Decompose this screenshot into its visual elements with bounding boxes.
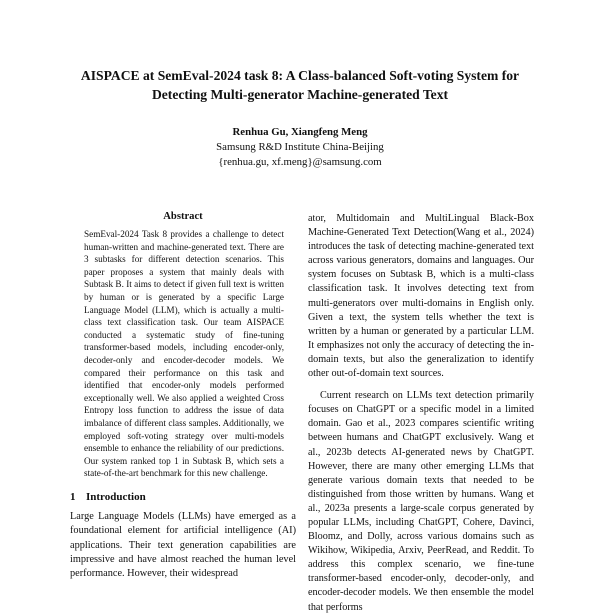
right-column (308, 212, 534, 615)
author-affiliation: Samsung R&D Institute China-Beijing (216, 141, 384, 153)
author-names: Renhua Gu, Xiangfeng Meng (232, 126, 368, 138)
body-paragraph-2: Current research on LLMs text detection primarily focuses on ChatGPT or a specific model in a limited domain. Gao et al., 2023 compares scientific writing between humans and ChatGPT exclusively. Wang et al., 2023b detects AI-generated news by ChatGPT. However, there are many other emerging LLMs that generate various domain texts that needed to be distinguished from those written by humans. Wang et al., 2023a presents a large-scale corpus generated by popular LLMs, including ChatGPT, Cohere, Davinci, Bloomz, and Dolly, across various domains such as Wikihow, Wikipedia, Arxiv, PeerRead, and Reddit. To address this complex scenario, we fine-tune transformer-based encoder-only, decoder-only, and encoder-decoder models. We then ensemble the model that performs (308, 390, 534, 613)
left-column (70, 210, 296, 582)
section-title: Introduction (86, 490, 146, 503)
paper-title-line-1: AISPACE at SemEval-2024 task 8: A Class-balanced Soft-voting System for (80, 68, 520, 83)
body-paragraph-1: ator, Multidomain and MultiLingual Black-Box Machine-Generated Text Detection(Wang et al., 2024) introduces the task of detecting machine-generated text across various generators, domains and languages. Our system focuses on Subtask B, which is a multi-class classification task. It involves detecting text from multi-generators over multi-domains in English only. Given a text, the system tells whether the text is written by a human or generated by a particular LLM. It emphasizes not only the accuracy of detecting the in-domain texts, but also the generalization to identify other out-of-domain text sources. (308, 213, 534, 380)
author-block (100, 125, 500, 170)
abstract-heading: Abstract (163, 211, 203, 222)
author-emails: {renhua.gu, xf.meng}@samsung.com (218, 156, 382, 168)
paper-title-line-2: Detecting Multi-generator Machine-generated Text (151, 87, 449, 102)
introduction-paragraph: Large Language Models (LLMs) have emerged as a foundational element for artificial intelligence (AI) applications. Their text generation capabilities are impressive and have almost reached the human level performance. However, their widespread (70, 511, 296, 580)
section-number: 1 (70, 490, 76, 503)
paper-title (40, 66, 560, 104)
abstract-text: SemEval-2024 Task 8 provides a challenge to detect human-written and machine-generated text. There are 3 subtasks for different detection scenarios. This paper proposes a system that mainly deals with Subtask B. It aims to detect if given full text is written by human or is generated by a specific Large Language Model (LLM), which is actually a multi-class text classification task. Our team AISPACE conducted a systematic study of fine-tuning transformer-based models, including encoder-only, decoder-only and encoder-decoder models. We compared their performance on this task and identified that encoder-only models performed exceptionally well. We also applied a weighted Cross Entropy loss function to address the issue of data imbalance of different class samples. Additionally, we employed soft-voting strategy over multi-models ensemble to enhance the reliability of our predictions. Our system ranked top 1 in Subtask B, which sets a state-of-the-art benchmark for this new challenge. (84, 229, 284, 479)
section-heading-introduction (70, 491, 296, 504)
